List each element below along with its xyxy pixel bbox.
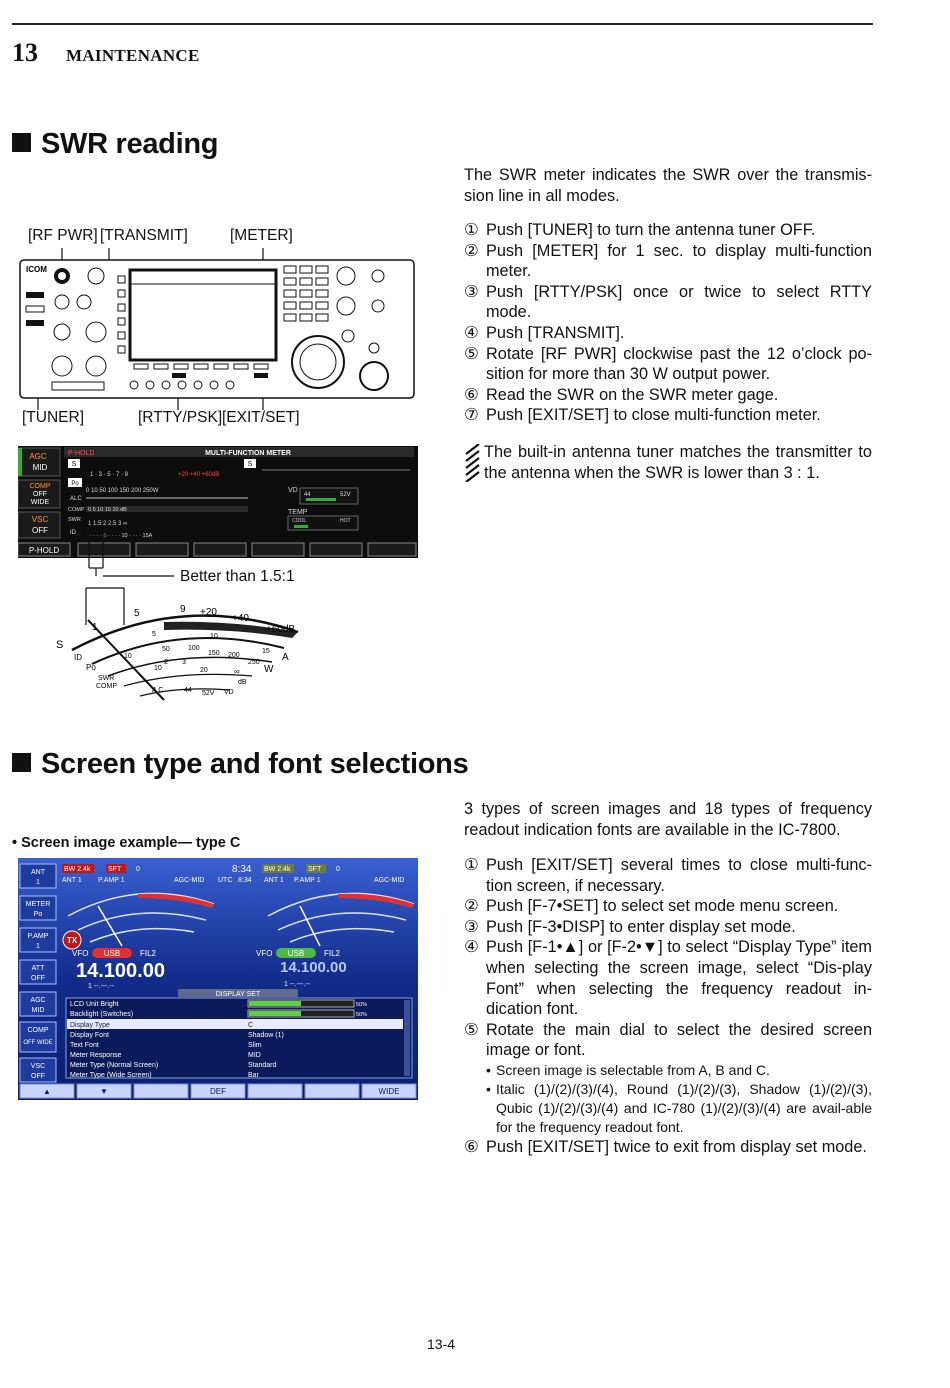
gauge-w-tick: 250 xyxy=(248,659,260,666)
comp-value-1: OFF xyxy=(33,491,47,498)
comp-scale: 0 5 10 15 20 dB xyxy=(88,507,127,513)
s-plus-scale: +20 +40 +60dB xyxy=(178,472,220,478)
ant-sub: ANT 1 xyxy=(264,877,284,884)
screen-steps xyxy=(464,855,872,1158)
side-pamp-value: 1 xyxy=(36,943,40,950)
step-number: ⑥ xyxy=(464,1137,479,1156)
gauge-db-label: dB xyxy=(238,679,247,686)
gauge-po-label: Po xyxy=(86,663,96,672)
vd-52: 52V xyxy=(340,492,351,498)
gauge-w-tick: 50 xyxy=(162,646,170,653)
step-text: Push [EXIT/SET] to close multi-function meter. xyxy=(486,406,821,425)
set-row-item: Meter Type (Normal Screen) xyxy=(70,1062,159,1069)
label-rtty-psk: [RTTY/PSK] xyxy=(138,409,223,426)
agc-sub: AGC-MID xyxy=(374,877,405,884)
po-scale: 0 10 50 100 150 200 250W xyxy=(86,488,159,494)
list-item xyxy=(464,323,872,344)
gauge-s-tick: +40 xyxy=(232,613,249,624)
set-bar-label: 50% xyxy=(356,1002,368,1008)
step-number: ⑤ xyxy=(464,1020,479,1039)
step-number: ⑥ xyxy=(464,385,479,404)
gauge-s-tick: 1 xyxy=(92,622,98,633)
header-rule xyxy=(12,23,873,25)
chapter-number: 13 xyxy=(12,38,38,67)
alc-label: ALC xyxy=(70,496,82,502)
side-ant-value: 1 xyxy=(36,879,40,886)
side-ant-label: ANT xyxy=(31,869,45,876)
brand-logo: ICOM xyxy=(26,265,47,274)
mode-sub: USB xyxy=(287,949,305,958)
gauge-vd-tick: 44 xyxy=(184,687,192,694)
vsc-value: OFF xyxy=(32,526,48,535)
page-number: 13-4 xyxy=(427,1336,456,1352)
swr-row-label: SWR xyxy=(68,517,81,523)
set-row-value: Slim xyxy=(248,1042,262,1049)
sub-bullet-text: Italic (1)/(2)/(3)/(4), Round (1)/(2)/(3), Shadow (1)/(2)/(3), Qubic (1)/(2)/(3)/(4) and IC-780 (1)/(2)/(3)/(4) are avail-able for the frequency readout font. xyxy=(496,1080,872,1135)
section-square-icon xyxy=(12,133,31,152)
pamp-main: P.AMP 1 xyxy=(98,877,125,884)
bullet-dot: • xyxy=(486,1061,491,1078)
cool-label: COOL xyxy=(292,518,307,524)
gauge-w-tick: 100 xyxy=(188,645,200,652)
vfo-main: VFO xyxy=(72,949,89,958)
set-row-item: Meter Type (Wide Screen) xyxy=(70,1072,152,1079)
mode-main: USB xyxy=(103,949,121,958)
gauge-inf: ∞ xyxy=(234,667,240,676)
side-att-label: ATT xyxy=(31,965,45,972)
hot-label: HOT xyxy=(340,518,351,524)
gauge-s-tick: +20 xyxy=(200,607,217,618)
vd-44: 44 xyxy=(304,492,311,498)
comp-value-2: WIDE xyxy=(30,499,50,506)
bw-main: BW 2.4k xyxy=(64,866,91,873)
gauge-swr-tick: 10 xyxy=(154,665,162,672)
side-vsc-label: VSC xyxy=(30,1063,46,1070)
gauge-ac-label: A C xyxy=(152,687,164,694)
gauge-swr-label: SWR xyxy=(98,675,115,682)
gauge-s-tick: +60dB xyxy=(266,624,296,635)
bw-sub: BW 2.4k xyxy=(264,866,291,873)
step-number: ② xyxy=(464,897,479,916)
agc-value: MID xyxy=(32,463,48,472)
func-key-wide: WIDE xyxy=(378,1087,400,1096)
set-row-item: Display Font xyxy=(70,1032,109,1039)
list-item xyxy=(464,1061,872,1080)
swr-callout-text: Better than 1.5:1 xyxy=(180,568,295,585)
list-item xyxy=(464,1137,872,1158)
set-row-value: Standard xyxy=(248,1062,277,1069)
step-text: Rotate the main dial to select the desired screen image or font. xyxy=(486,1020,872,1060)
step-number: ② xyxy=(464,241,479,260)
step-text: Push [EXIT/SET] several times to close multi-func-tion screen, if necessary. xyxy=(486,856,872,895)
screen-image-type-c xyxy=(18,858,418,1100)
list-item xyxy=(464,241,872,282)
set-row-value: Bar xyxy=(248,1072,259,1079)
step-text: Rotate [RF PWR] clockwise past the 12 o’clock po-sition for more than 30 W output power. xyxy=(486,344,872,384)
tx-indicator: TX xyxy=(66,936,78,945)
mem-main: 1 --.---.-- xyxy=(88,983,115,990)
set-row-item: Text Font xyxy=(70,1042,99,1049)
swr-section-title-text: SWR reading xyxy=(41,128,219,160)
id-row-label: ID xyxy=(70,530,76,536)
set-bar-label: 50% xyxy=(356,1012,368,1018)
gauge-a-label: A xyxy=(282,652,289,663)
gauge-s-tick: 5 xyxy=(134,608,140,619)
gauge-w-tick: 150 xyxy=(208,650,220,657)
fil-main: FIL2 xyxy=(140,949,157,958)
analog-swr-gauge xyxy=(52,598,312,702)
list-item xyxy=(464,1080,872,1137)
vd-label: VD xyxy=(288,487,298,494)
gauge-small-15: 15 xyxy=(262,648,270,655)
sft-sub-value: 0 xyxy=(336,866,340,873)
screen-intro: 3 types of screen images and 18 types of frequency readout indication fonts are available in the IC-7800. xyxy=(464,800,872,839)
func-key-down: ▼ xyxy=(100,1087,108,1096)
step-number: ① xyxy=(464,856,479,874)
fil-sub: FIL2 xyxy=(324,949,341,958)
side-pamp-label: P.AMP xyxy=(27,933,49,940)
step-text: Push [F-7•SET] to select set mode menu screen. xyxy=(486,897,839,916)
step-text: Push [TRANSMIT]. xyxy=(486,323,625,342)
side-comp-value: OFF WIDE xyxy=(23,1040,53,1046)
gauge-id-label: ID xyxy=(74,653,82,662)
s-label-sub: S xyxy=(247,461,253,468)
comp-row-label: COMP xyxy=(68,507,85,513)
screen-section-title-text: Screen type and font selections xyxy=(41,748,469,780)
agc-main: AGC-MID xyxy=(174,877,205,884)
set-row-item: Meter Response xyxy=(70,1052,122,1059)
step-number: ④ xyxy=(464,938,479,957)
section-square-icon xyxy=(12,753,31,772)
s-label: S xyxy=(71,461,77,468)
po-label: Po xyxy=(71,481,79,487)
gauge-s-label: S xyxy=(56,639,64,651)
gauge-comp-label: COMP xyxy=(96,683,117,690)
step-text: Push [TUNER] to turn the antenna tuner OFF. xyxy=(486,221,816,239)
vsc-label: VSC xyxy=(31,515,49,524)
func-key-def: DEF xyxy=(210,1087,226,1096)
swr-intro: The SWR meter indicates the SWR over the transmis-sion line in all modes. xyxy=(464,166,872,205)
step-text: Push [F-1•▲] or [F-2•▼] to select “Display Type” item when selecting the screen image, select “Dis-play Font” when selecting the frequency readout in-dication font. xyxy=(486,938,872,1019)
sft-sub: SFT xyxy=(308,866,322,873)
gauge-vd-tick: 52V xyxy=(202,690,215,697)
gauge-w-label: W xyxy=(264,664,274,675)
step-text: Read the SWR on the SWR meter gage. xyxy=(486,385,779,404)
pamp-sub: P.AMP 1 xyxy=(294,877,321,884)
label-tuner: [TUNER] xyxy=(22,409,84,426)
id-scale: · · · · 5 · · · · 10 · · · · 15A xyxy=(90,533,153,539)
list-item xyxy=(464,1020,872,1137)
gauge-po-tick: 10 xyxy=(124,653,132,660)
vfo-sub: VFO xyxy=(256,949,273,958)
note-text: The built-in antenna tuner matches the transmitter to the antenna when the SWR is lower than 3 : 1. xyxy=(484,443,872,482)
sub-bullet-text: Screen image is selectable from A, B and C. xyxy=(496,1061,770,1078)
set-row-item: LCD Unit Bright xyxy=(70,1001,119,1008)
side-agc-value: MID xyxy=(31,1007,45,1014)
note-hatch-icon xyxy=(464,444,481,482)
gauge-po-tick: 5 xyxy=(152,631,156,638)
radio-front-panel xyxy=(18,240,418,410)
freq-main: 14.100.00 xyxy=(76,960,165,982)
set-row-item: Backlight (Switches) xyxy=(70,1011,134,1018)
screen-caption: • Screen image example— type C xyxy=(12,835,241,851)
gauge-s-tick: 9 xyxy=(180,604,186,615)
step-text: Push [EXIT/SET] twice to exit from display set mode. xyxy=(486,1137,867,1156)
list-item xyxy=(464,385,872,406)
list-item xyxy=(464,855,872,896)
swr-steps xyxy=(464,220,872,426)
sub-bullets xyxy=(464,1061,872,1137)
side-meter-value: Po xyxy=(33,911,43,918)
screen-section-title xyxy=(12,748,468,781)
gauge-w-tick: 200 xyxy=(228,652,240,659)
sft-main: SFT xyxy=(108,866,122,873)
label-transmit: [TRANSMIT] xyxy=(100,227,188,244)
meter-title: MULTI-FUNCTION METER xyxy=(205,450,291,457)
freq-sub: 14.100.00 xyxy=(280,959,347,976)
swr-note xyxy=(464,442,872,483)
list-item xyxy=(464,896,872,917)
set-row-value-selected: C xyxy=(248,1022,254,1029)
multi-function-meter-screen xyxy=(18,446,418,558)
list-item xyxy=(464,344,872,385)
step-number: ③ xyxy=(464,282,479,301)
clock: 8:34 xyxy=(232,864,252,875)
func-key-up: ▲ xyxy=(43,1087,51,1096)
step-text: Push [F-3•DISP] to enter display set mode. xyxy=(486,917,796,936)
list-item xyxy=(464,282,872,323)
gauge-comp-tick: 20 xyxy=(200,667,208,674)
side-agc-label: AGC xyxy=(30,997,46,1004)
label-meter: [METER] xyxy=(230,227,293,244)
side-comp-label: COMP xyxy=(27,1027,49,1034)
sft-main-value: 0 xyxy=(136,866,140,873)
gauge-swr-tick: 3 xyxy=(182,659,186,666)
step-number: ⑤ xyxy=(464,344,479,363)
utc-time: 8:34 xyxy=(238,877,252,884)
bullet-dot: • xyxy=(486,1080,491,1097)
temp-label: TEMP xyxy=(288,509,308,516)
list-item xyxy=(464,405,872,426)
side-meter-label: METER xyxy=(25,901,51,908)
label-rf-pwr: [RF PWR] xyxy=(28,227,98,244)
display-set-title: DISPLAY SET xyxy=(215,991,261,998)
list-item xyxy=(464,220,872,241)
gauge-swr-tick: 2 xyxy=(164,659,168,666)
p-hold-button: P-HOLD xyxy=(28,546,60,555)
step-number: ③ xyxy=(464,917,479,936)
set-row-value: Shadow (1) xyxy=(248,1032,284,1039)
set-row-value: MID xyxy=(248,1052,261,1059)
s-scale: 1 · 3 · 5 · 7 · 9 xyxy=(90,472,129,478)
side-att-value: OFF xyxy=(31,975,45,982)
step-number: ④ xyxy=(464,323,479,342)
chapter-title: MAINTENANCE xyxy=(66,46,200,65)
ant-main: ANT 1 xyxy=(62,877,82,884)
list-item xyxy=(464,917,872,938)
p-hold-indicator: P-HOLD xyxy=(68,450,95,457)
agc-label: AGC xyxy=(29,452,47,461)
step-text: Push [RTTY/PSK] once or twice to select RTTY mode. xyxy=(486,282,872,322)
swr-scale: 1 1.5 2 2.5 3 ∞ xyxy=(88,521,128,527)
utc-label: UTC xyxy=(218,877,233,884)
swr-section-title xyxy=(12,128,218,161)
mem-sub: 1 --.---.-- xyxy=(284,981,311,988)
comp-label: COMP xyxy=(29,483,51,490)
set-row-item-selected: Display Type xyxy=(70,1022,110,1029)
gauge-vd-label: VD xyxy=(224,689,234,696)
list-item xyxy=(464,937,872,1019)
step-number: ⑦ xyxy=(464,406,479,425)
side-vsc-value: OFF xyxy=(31,1073,45,1080)
label-exit-set: [EXIT/SET] xyxy=(222,409,300,426)
step-number: ① xyxy=(464,221,479,239)
step-text: Push [METER] for 1 sec. to display multi-function meter. xyxy=(486,241,872,281)
gauge-small-10: 10 xyxy=(210,633,218,640)
